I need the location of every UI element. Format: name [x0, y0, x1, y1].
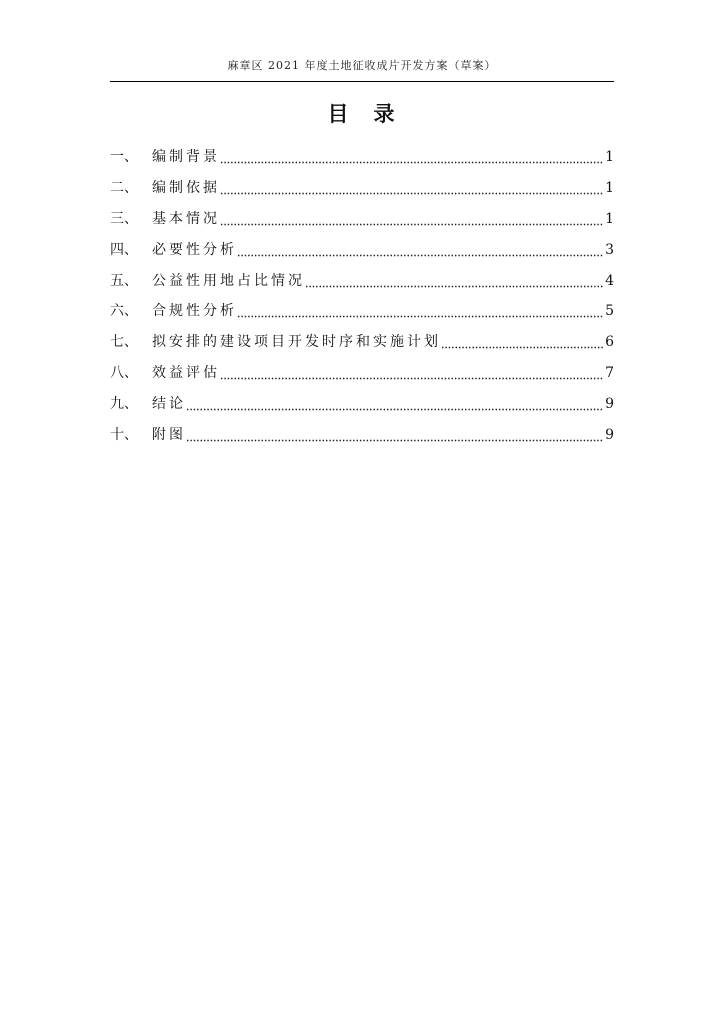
toc-entry-label: 效益评估 — [152, 364, 220, 381]
toc-entry-page: 6 — [605, 334, 614, 351]
toc-title: 目 录 — [327, 101, 397, 126]
toc-entry-label: 编制依据 — [152, 180, 220, 197]
toc-entry[interactable] — [110, 358, 614, 389]
dot-leader — [186, 425, 603, 445]
toc-entry[interactable] — [110, 142, 614, 173]
toc-entry-number: 七、 — [110, 334, 138, 351]
toc-entry-page: 3 — [605, 241, 614, 258]
toc-entry-number: 六、 — [110, 303, 138, 320]
toc-entry[interactable] — [110, 388, 614, 419]
toc-entry-number: 二、 — [110, 180, 138, 197]
toc-entry-label: 编制背景 — [152, 149, 220, 166]
toc-entry-number: 八、 — [110, 364, 138, 381]
toc-entry-number: 四、 — [110, 241, 138, 258]
dot-leader — [237, 240, 603, 260]
toc-entry-label: 结论 — [152, 395, 186, 412]
toc-entry-number: 十、 — [110, 426, 138, 443]
toc-entry-page: 1 — [605, 210, 614, 227]
dot-leader — [220, 178, 603, 198]
dot-leader — [220, 147, 603, 167]
dot-leader — [220, 209, 603, 229]
toc-entry-label: 公益性用地占比情况 — [152, 272, 305, 289]
toc-entry[interactable] — [110, 296, 614, 327]
toc-entry-page: 9 — [605, 426, 614, 443]
toc-entry[interactable] — [110, 204, 614, 235]
dot-leader — [220, 363, 603, 383]
toc-entry-page: 4 — [605, 272, 614, 289]
toc-entry[interactable] — [110, 327, 614, 358]
toc-entry-label: 基本情况 — [152, 210, 220, 227]
header-rule — [110, 81, 614, 82]
toc-entry[interactable] — [110, 173, 614, 204]
running-header: 麻章区 2021 年度土地征收成片开发方案（草案） — [227, 59, 497, 72]
toc-entry-number: 一、 — [110, 149, 138, 166]
dot-leader — [237, 301, 603, 321]
toc-entry-page: 9 — [605, 395, 614, 412]
toc-entry-page: 7 — [605, 364, 614, 381]
toc-entry-label: 拟安排的建设项目开发时序和实施计划 — [152, 334, 441, 351]
dot-leader — [305, 271, 603, 291]
toc-entry-label: 合规性分析 — [152, 303, 237, 320]
toc-entry[interactable] — [110, 265, 614, 296]
toc-entry[interactable] — [110, 419, 614, 450]
toc-entry-label: 附图 — [152, 426, 186, 443]
toc-entry-number: 五、 — [110, 272, 138, 289]
table-of-contents — [110, 142, 614, 450]
toc-entry-label: 必要性分析 — [152, 241, 237, 258]
toc-entry-page: 5 — [605, 303, 614, 320]
dot-leader — [441, 332, 603, 352]
toc-entry-number: 三、 — [110, 210, 138, 227]
toc-entry[interactable] — [110, 234, 614, 265]
toc-entry-page: 1 — [605, 149, 614, 166]
toc-entry-page: 1 — [605, 180, 614, 197]
dot-leader — [186, 394, 603, 414]
toc-entry-number: 九、 — [110, 395, 138, 412]
